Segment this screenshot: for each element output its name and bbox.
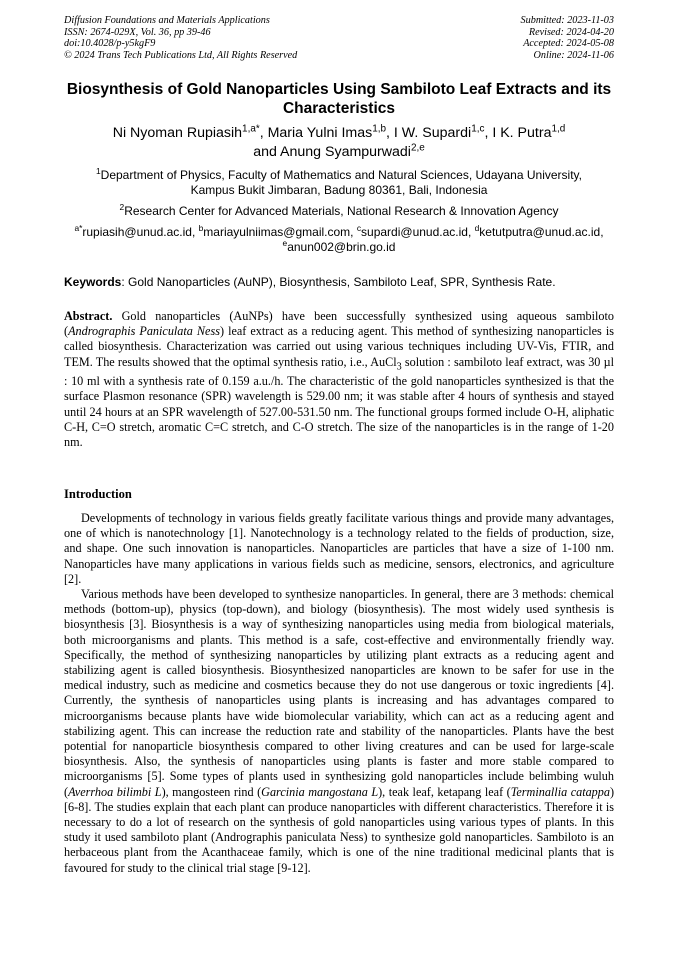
author-list xyxy=(64,124,614,162)
author: Ni Nyoman Rupiasih$^{1,a*}$, xyxy=(112,123,268,141)
online-date: Online: 2024-11-06 xyxy=(533,49,614,61)
doi: doi:10.4028/p-y5kgF9 xyxy=(64,38,156,50)
email[interactable]: $^d$ketutputra@unud.ac.id, xyxy=(474,223,604,239)
email[interactable]: $^{a*}$rupiasih@unud.ac.id, xyxy=(74,223,199,239)
affiliation-1: $^1$Department of Physics, Faculty of Mathematics and Natural Sciences, Udayana University, Kampus Bukit Jimbaran, Badung 80361, Bali, Indonesia xyxy=(96,166,582,197)
author-emails xyxy=(64,225,614,255)
journal-header-right xyxy=(521,15,614,61)
email[interactable]: $^b$mariayulniimas@gmail.com, xyxy=(198,223,357,239)
section-heading-introduction: Introduction xyxy=(64,487,132,501)
affiliation-2: $^2$Research Center for Advanced Materials, National Research & Innovation Agency xyxy=(119,202,559,218)
author: and Anung Syampurwadi$^{2,e}$ xyxy=(253,142,425,160)
journal-header-left xyxy=(64,15,297,61)
abstract: Abstract. Gold nanoparticles (AuNPs) have been successfully synthesized using aqueous sambiloto (Andrographis Paniculata Ness) leaf extract as a reducing agent. This method of synthesizing nanoparticles is called biosynthesis. Characterization was carried out using various techniques including UV-Vis, FTIR, and TEM. The results showed that the optimal synthesis ratio, i.e., AuCl$_3$ solution : sambiloto leaf extract, was 30 µl : 10 ml with a synthesis rate of 0.159 a.u./h. The characteristic of the gold nanoparticles synthesized is that the surface Plasmon resonance (SPR) wavelength is 529.00 nm; it was stable after 4 hours of synthesis and stayed until 24 hours at an SPR wavelength of 527.00-531.50 nm. The functional groups formed include O-H, aliphatic C-H, C=O stretch, aromatic C=C stretch, and C-O stretch. The size of the nanoparticles is in the range of 1-20 nm. xyxy=(64,309,615,450)
author: I K. Putra$^{1,d}$ xyxy=(492,123,566,141)
introduction-body xyxy=(64,511,614,876)
paragraph: Developments of technology in various fields greatly facilitate various things and provide many advantages, one of which is nanotechnology [1]. Nanotechnology is a technology related to the fields of production, size, and shape. One such innovation is nanoparticles. Nanoparticles are particles that have a size of 1-100 nm. Nanoparticles have many applications in various fields such as medicine, sensors, electronics, and agriculture [2]. xyxy=(64,511,614,586)
author: Maria Yulni Imas$^{1,b}$, xyxy=(267,123,394,141)
paper-title: Biosynthesis of Gold Nanoparticles Using Sambiloto Leaf Extracts and its Characteristics xyxy=(66,81,612,117)
keywords xyxy=(64,275,614,290)
copyright: © 2024 Trans Tech Publications Ltd, All Rights Reserved xyxy=(64,49,298,61)
author: I W. Supardi$^{1,c}$, xyxy=(393,123,493,141)
issn: ISSN: 2674-029X, Vol. 36, pp 39-46 xyxy=(64,26,211,38)
paragraph: Various methods have been developed to synthesize nanoparticles. In general, there are 3 methods: chemical methods (bottom-up), physics (top-down), and biology (biosynthesis). The most widely used synthesis is biosynthesis [3]. Biosynthesis is a way of synthesizing nanoparticles using media from biological materials, both microorganisms and plants. This method is a safe, cost-effective and environmentally friendly way. Specifically, the method of synthesizing nanoparticles by utilizing plant extracts as a reducing agent and stabilizing agent is called biosynthesis. Biosynthesized nanoparticles are known to be safer for use in the medical industry, such as medicine and cosmetics because they do not use dangerous or toxic ingredients [4]. Currently, the synthesis of nanoparticles using plants is increasing and has advantages compared to microorganisms because plants have wide biomolecular variability, which can act as a reducing agent and stabilizing agent. This can increase the reduction rate and stability of the nanoparticles. Plants have the best potential for nanoparticle biosynthesis compared to other living creatures and can be used for large-scale biosynthesis. Also, the synthesis of nanoparticles using plants is faster and more stable compared to microorganisms [5]. Some types of plants used in synthesizing gold nanoparticles include belimbing wuluh (Averrhoa bilimbi L), mangosteen rind (Garcinia mangostana L), teak leaf, ketapang leaf (Terminallia catappa) [6-8]. The studies explain that each plant can produce nanoparticles with different characteristics. Therefore it is necessary to do a lot of research on the synthesis of gold nanoparticles using various types of plants. In this study it used sambiloto plant (Andrographis paniculata Ness) to synthesize gold nanoparticles. Sambiloto is an herbaceous plant from the Acanthaceae family, which is one of the nine traditional medicinal plants that is favoured for study to the clinical trial stage [9-12]. xyxy=(64,587,615,875)
journal-name: Diffusion Foundations and Materials Applications xyxy=(64,15,270,26)
accepted-date: Accepted: 2024-05-08 xyxy=(523,38,614,50)
keywords-text: : Gold Nanoparticles (AuNP), Biosynthesis, Sambiloto Leaf, SPR, Synthesis Rate. xyxy=(121,275,556,289)
revised-date: Revised: 2024-04-20 xyxy=(528,26,614,38)
keywords-label: Keywords xyxy=(64,275,122,289)
email[interactable]: $^c$supardi@unud.ac.id, xyxy=(356,223,475,239)
email[interactable]: $^e$anun002@brin.go.id xyxy=(282,238,396,254)
abstract-label: Abstract. xyxy=(64,309,113,323)
submitted-date: Submitted: 2023-11-03 xyxy=(520,15,614,26)
